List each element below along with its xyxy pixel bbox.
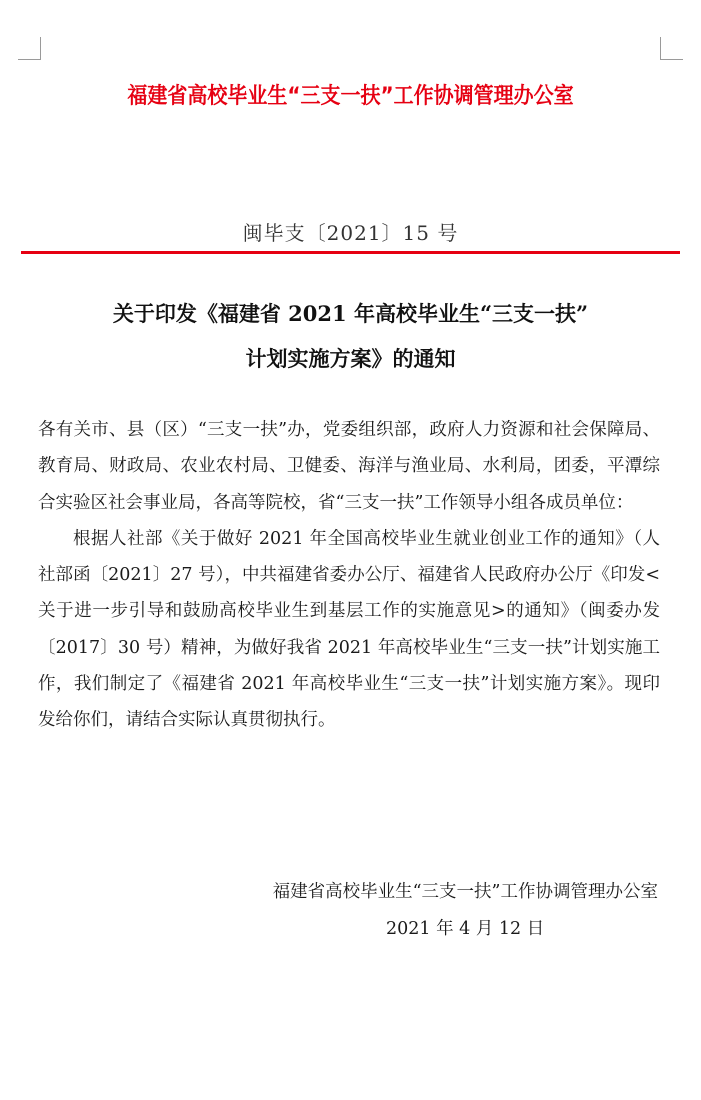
body-paragraph: 根据人社部《关于做好 2021 年全国高校毕业生就业创业工作的通知》（人社部函〔2021〕27 号），中共福建省委办公厅、福建省人民政府办公厅《印发<关于进一步引导和鼓励高校毕业生到基层工作的实施意见>的通知》（闽委办发〔2017〕30 号）精神，为做好我省 2021 年高校毕业生“三支一扶”计划实施工作，我们制定了《福建省 2021 年高校毕业生“三支一扶”计划实施方案》。现印发给你们，请结合实际认真贯彻执行。 xyxy=(38,528,660,731)
issue-date: 2021 年 4 月 12 日 xyxy=(386,919,545,939)
red-separator-line xyxy=(21,251,680,254)
notice-title-line-2: 计划实施方案》的通知 xyxy=(245,346,456,371)
issuer-red-header: 福建省高校毕业生“三支一扶”工作协调管理办公室 xyxy=(127,81,574,109)
page-corner-mark-top-left xyxy=(18,37,41,60)
document-number: 闽毕支〔2021〕15 号 xyxy=(242,221,459,245)
notice-title-line-1: 关于印发《福建省 2021 年高校毕业生“三支一扶” xyxy=(112,301,589,326)
page-corner-mark-top-right xyxy=(660,37,683,60)
signature-issuer: 福建省高校毕业生“三支一扶”工作协调管理办公室 xyxy=(272,882,658,902)
addressees-paragraph: 各有关市、县（区）“三支一扶”办，党委组织部，政府人力资源和社会保障局、教育局、财政局、农业农村局、卫健委、海洋与渔业局、水利局，团委，平潭综合实验区社会事业局，各高等院校，省“三支一扶”工作领导小组各成员单位： xyxy=(38,420,660,513)
notice-body xyxy=(38,412,660,739)
